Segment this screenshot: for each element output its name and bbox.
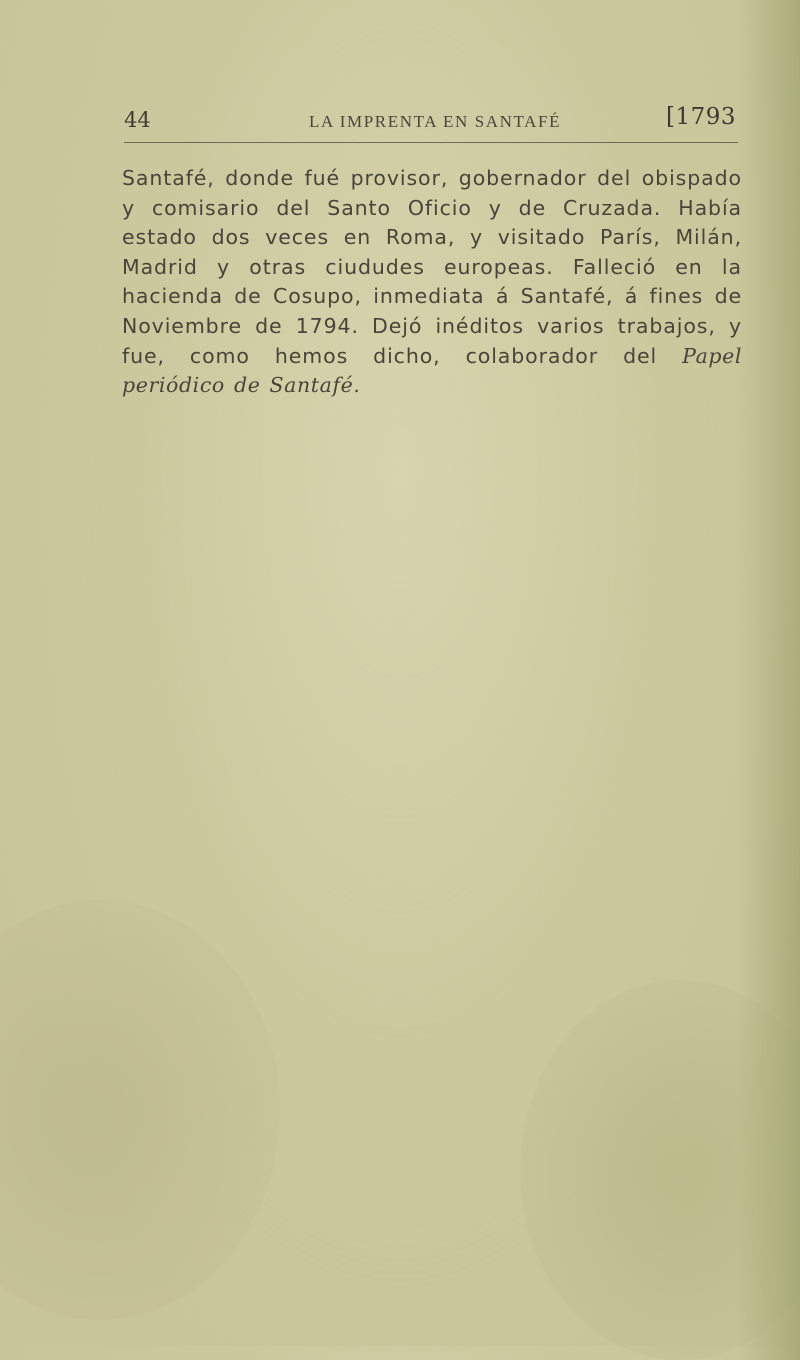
header-rule	[124, 142, 738, 143]
paper-stain	[520, 980, 800, 1360]
year-marker: [1793	[665, 104, 736, 130]
paper-stain	[0, 900, 280, 1320]
page-number: 44	[124, 108, 151, 132]
body-text-roman: Santafé, donde fué provisor, gobernador del obispado y comisario del Santo Oficio y de Cruzada. Había estado dos veces en Roma, y visitado París, Milán, Madrid y otras ciududes europeas. Falleció en la hacienda de Cosupo, inmediata á Santafé, á fines de Noviembre de 1794. Dejó inéditos varios trabajos, y fue, como hemos dicho, colaborador del	[122, 166, 742, 368]
running-title: LA IMPRENTA EN SANTAFÉ	[309, 112, 562, 131]
page-header	[124, 102, 740, 138]
body-paragraph	[122, 164, 742, 401]
body-text-italic-title: Papel periódico de Santafé.	[122, 343, 742, 398]
